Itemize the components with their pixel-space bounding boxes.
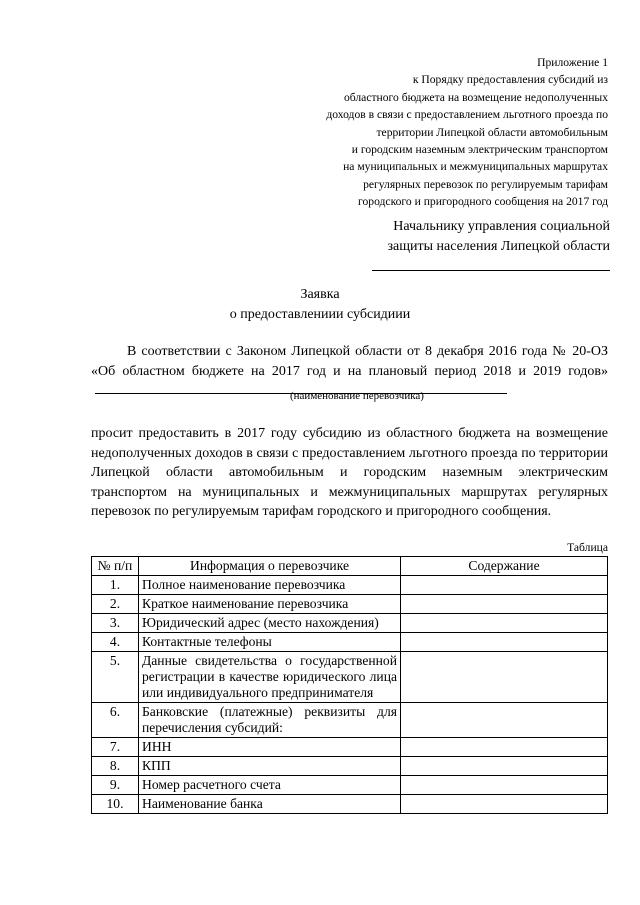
- header-content: Содержание: [401, 557, 608, 576]
- table-row: [92, 795, 608, 814]
- row-number: 6.: [92, 703, 139, 738]
- row-info: Полное наименование перевозчика: [139, 576, 401, 595]
- row-content[interactable]: [401, 757, 608, 776]
- table-row: [92, 703, 608, 738]
- header-info: Информация о перевозчике: [139, 557, 401, 576]
- table-row: [92, 738, 608, 757]
- row-content[interactable]: [401, 738, 608, 757]
- row-content[interactable]: [401, 776, 608, 795]
- table-row: [92, 633, 608, 652]
- row-number: 2.: [92, 595, 139, 614]
- header-number: № п/п: [92, 557, 139, 576]
- row-info: КПП: [139, 757, 401, 776]
- row-info: Наименование банка: [139, 795, 401, 814]
- row-info: Контактные телефоны: [139, 633, 401, 652]
- row-content[interactable]: [401, 633, 608, 652]
- row-info: ИНН: [139, 738, 401, 757]
- appendix-line: городского и пригородного сообщения на 2017 год: [358, 195, 608, 209]
- row-content[interactable]: [401, 614, 608, 633]
- row-number: 1.: [92, 576, 139, 595]
- row-number: 8.: [92, 757, 139, 776]
- table-row: [92, 614, 608, 633]
- row-content[interactable]: [401, 595, 608, 614]
- row-info: Краткое наименование перевозчика: [139, 595, 401, 614]
- row-content[interactable]: [401, 703, 608, 738]
- appendix-line: доходов в связи с предоставлением льготного проезда по: [326, 108, 608, 122]
- appendix-line: Приложение 1: [537, 56, 608, 69]
- row-number: 5.: [92, 652, 139, 703]
- table-header-row: [92, 557, 608, 576]
- request-paragraph: просит предоставить в 2017 году субсидию из областного бюджета на возмещение недополученных доходов в связи с предоставлением льготного проезда по территории Липецкой области автомобильным и городским наземным электрическим транспортом на муниципальных и межмуниципальных маршрутах регулярных перевозок по регулируемым тарифам городского и пригородного сообщения.: [91, 426, 608, 519]
- row-number: 9.: [92, 776, 139, 795]
- appendix-block: [248, 54, 608, 211]
- row-info: Юридический адрес (место нахождения): [139, 614, 401, 633]
- appendix-line: регулярных перевозок по регулируемым тарифам: [363, 177, 608, 191]
- appendix-line: территории Липецкой области автомобильным: [376, 125, 608, 139]
- appendix-line: областного бюджета на возмещение недополученных: [343, 90, 608, 104]
- appendix-line: на муниципальных и межмуниципальных маршрутах: [343, 160, 608, 174]
- document-title: Заявка: [300, 287, 340, 302]
- row-info: Номер расчетного счета: [139, 776, 401, 795]
- row-content[interactable]: [401, 795, 608, 814]
- table-caption: Таблица: [567, 541, 608, 554]
- row-info: Данные свидетельства о государственной регистрации в качестве юридического лица или индивидуального предпринимателя: [139, 652, 401, 703]
- table-row: [92, 595, 608, 614]
- row-content[interactable]: [401, 576, 608, 595]
- addressee-signature-line: [372, 256, 610, 271]
- appendix-line: и городским наземным электрическим транспортом: [351, 143, 608, 157]
- document-subtitle: о предоставлениии субсидиии: [229, 307, 411, 322]
- row-info: Банковские (платежные) реквизиты для перечисления субсидий:: [139, 703, 401, 738]
- addressee-block: [360, 217, 610, 271]
- addressee-line-1: Начальнику управления социальной: [393, 219, 610, 234]
- row-number: 10.: [92, 795, 139, 814]
- row-number: 4.: [92, 633, 139, 652]
- table-row: [92, 652, 608, 703]
- addressee-line-2: защиты населения Липецкой области: [387, 238, 610, 254]
- row-content[interactable]: [401, 652, 608, 703]
- carrier-name-caption: (наименование перевозчика): [290, 390, 424, 402]
- table-row: [92, 776, 608, 795]
- appendix-line: к Порядку предоставления субсидий из: [412, 73, 608, 87]
- intro-text: В соответствии с Законом Липецкой области от 8 декабря 2016 года № 20-ОЗ «Об областном бюджете на 2017 год и на плановый период 2018 и 2019 годов»: [91, 344, 608, 379]
- table-row: [92, 757, 608, 776]
- carrier-info-table: [91, 556, 608, 814]
- table-row: [92, 576, 608, 595]
- row-number: 3.: [92, 614, 139, 633]
- row-number: 7.: [92, 738, 139, 757]
